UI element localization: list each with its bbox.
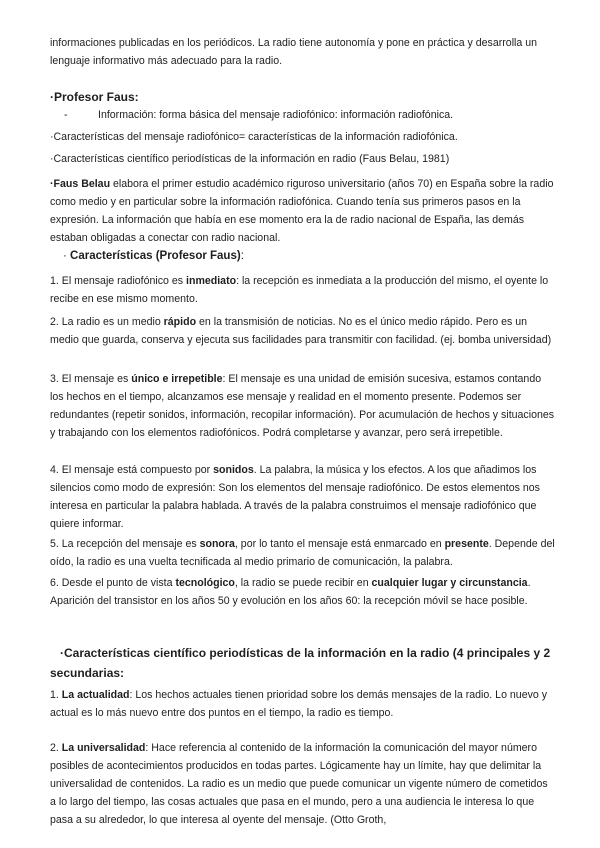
universalidad-paragraph: 2. La universalidad: Hace referencia al contenido de la información la comunicación del mayor número posibles de acontecimientos producidos en todas partes. Lógicamente hay un límite, hay que delimitar la universalidad de contenidos. La radio es un medio que puede comunicar un vigente número de cometidos a lo largo del tiempo, las cosas actuales que pasa en el mundo, pero a una audiencia le interesa lo que pasa a su alrededor, lo que interesa al oyente del mensaje. (Otto Groth, (50, 742, 548, 826)
caracteristica-item-3: 3. El mensaje es único e irrepetible: El mensaje es una unidad de emisión sucesiva, estamos contando los hechos en el tiempo, alcanzamos ese mensaje y realidad en el momento presente. Podemos ser redundantes (repetir sonidos, información, recopilar información). Por acumulación de hechos y situaciones y trabajando con los elementos radiofónicos. Podrá completarse y avanzar, pero será irrepetible. (50, 373, 555, 439)
caracteristica-item-1: 1. El mensaje radiofónico es inmediato: la recepción es inmediata a la producción del mismo, el oyente lo recibe en ese mismo momento. (50, 275, 549, 305)
cientifico-heading: ·Características científico periodísticas de la información en la radio (4 principales y 2 secundarias: (50, 646, 551, 680)
dash-bullet: - (64, 109, 68, 121)
caracteristica-item-2: 2. La radio es un medio rápido en la transmisión de noticias. No es el único medio rápido. Pero es un medio que guarda, conserva y ejecuta sus facilidades para transmitir con facilidad. (ej. bomba universidad) (50, 316, 552, 346)
intro-paragraph: informaciones publicadas en los periódicos. La radio tiene autonomía y pone en práctica y desarrolla un lenguaje informativo más adecuado para la radio. (50, 37, 538, 67)
faus-heading: ·Profesor Faus: (50, 90, 139, 104)
caracteristica-item-4: 4. El mensaje está compuesto por sonidos. La palabra, la música y los efectos. A los que añadimos los silencios como modo de expresión: Son los elementos del mensaje radiofónico. De estos elementos nos interesa en particular la palabra hablada. A través de la palabra construimos el mensaje radiofónico que quiere informar. (50, 464, 540, 530)
faus-belau-name: ·Faus Belau (50, 178, 111, 190)
caracteristica-item-6: 6. Desde el punto de vista tecnológico, la radio se puede recibir en cualquier lugar y circunstancia. Aparición del transistor en los años 50 y evolución en los años 60: la recepción móvil se hace posible. (50, 577, 531, 607)
faus-belau-paragraph: ·Faus Belau elabora el primer estudio académico riguroso universitario (años 70) en España sobre la radio como medio y en particular sobre la información radiofónica. Cuando tenía sus primeros pasos en la expresión. La información que había en ese momento era la de radio nacional de España, las demás estaban obligadas a conectar con radio nacional. (50, 178, 554, 244)
faus-caracteristicas-item: ·Características del mensaje radiofónico= características de la información radiofónica. (50, 131, 458, 143)
faus-cientifico-item: ·Características científico periodísticas de la información en radio (Faus Belau, 1981) (50, 153, 450, 165)
actualidad-paragraph: 1. La actualidad: Los hechos actuales tienen prioridad sobre los demás mensajes de la radio. Lo nuevo y actual es lo más nuevo entre dos puntos en el tiempo, la radio es tiempo. (50, 689, 548, 719)
caracteristicas-heading: · Características (Profesor Faus): (63, 250, 244, 262)
faus-info-item: - Información: forma básica del mensaje radiofónico: información radiofónica. (50, 106, 555, 124)
caracteristica-item-5: 5. La recepción del mensaje es sonora, por lo tanto el mensaje está enmarcado en presente. Depende del oído, la radio es una vuelta tecnificada al medio primario de comunicación, la palabra. (50, 538, 555, 568)
